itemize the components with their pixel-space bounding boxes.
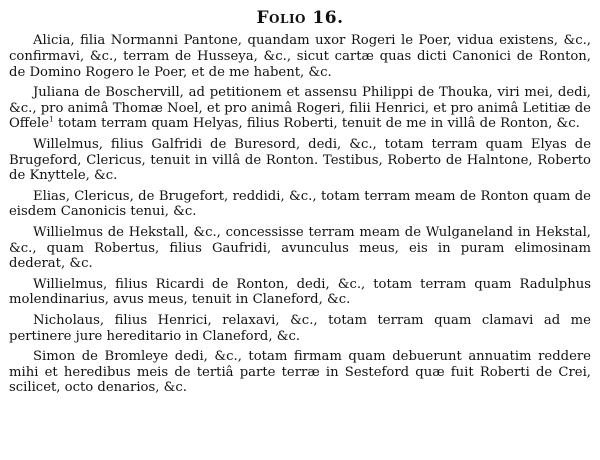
- entry-alicia: Alicia, filia Normanni Pantone, quandam uxor Rogeri le Poer, vidua existens, &c., confirmavi, &c., terram de Husseya, &c., sicut cartæ quas dicti Canonici de Ronton, de Domino Rogero le Poer, et de me habent, &c.: [9, 33, 591, 80]
- entry-elias: Elias, Clericus, de Brugefort, reddidi, &c., totam terram meam de Ronton quam de eisdem Canonicis tenui, &c.: [9, 188, 591, 220]
- entry-willelmus: Willelmus, filius Galfridi de Buresord, dedi, &c., totam terram quam Elyas de Brugeford, Clericus, tenuit in villâ de Ronton. Testibus, Roberto de Halntone, Roberto de Knyttele, &c.: [9, 136, 591, 184]
- entry-juliana-text-1: Juliana de Boschervill, ad petitionem et assensu Philippi de Thouka, viri mei, dedi, &c., pro animâ Thomæ Noel, et pro animâ Rogeri, filii Henrici, et pro animâ Letitiæ de Offele: [9, 84, 591, 132]
- entry-willielmus-ricardi: Willielmus, filius Ricardi de Ronton, dedi, &c., totam terram quam Radulphus molendinarius, avus meus, tenuit in Claneford, &c.: [9, 276, 591, 308]
- entry-juliana-text-2: totam terram quam Helyas, filius Roberti, tenuit de me in villâ de Ronton, &c.: [53, 116, 580, 132]
- entry-nicholaus: Nicholaus, filius Henrici, relaxavi, &c., totam terram quam clamavi ad me pertinere jure hereditario in Claneford, &c.: [9, 312, 591, 344]
- footnote-mark: 1: [49, 115, 54, 125]
- entry-juliana: [9, 85, 591, 132]
- folio-title: Folio 16.: [256, 8, 344, 28]
- entry-simon: Simon de Bromleye dedi, &c., totam firmam quam debuerunt annuatim reddere mihi et heredibus meis de tertiâ parte terræ in Sesteford quæ fuit Roberti de Crei, scilicet, octo denarios, &c.: [9, 348, 591, 396]
- entries-list: [9, 33, 591, 401]
- entry-willielmus-hekstall: Willielmus de Hekstall, &c., concessisse terram meam de Wulganeland in Hekstal, &c., quam Robertus, filius Gaufridi, avunculus meus, eis in puram elimosinam dederat, &c.: [9, 224, 591, 272]
